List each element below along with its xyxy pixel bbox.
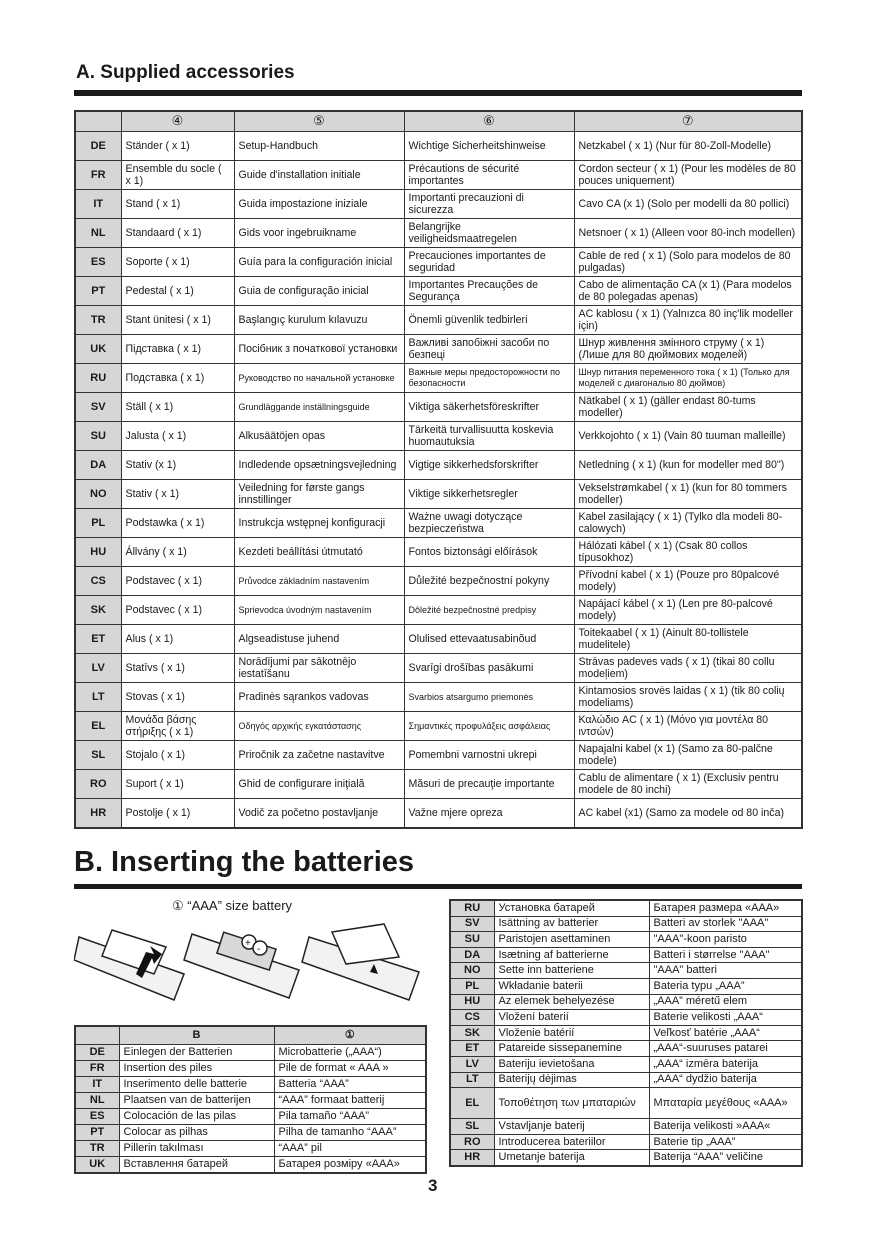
table-cell: Wichtige Sicherheitshinweise [404, 132, 574, 161]
language-code: PT [75, 277, 121, 306]
table-cell: Măsuri de precauţie importante [404, 770, 574, 799]
table-row [75, 1061, 426, 1077]
table-row [75, 567, 802, 596]
table-cell: Vodič za početno postavljanje [234, 799, 404, 829]
battery-callout: ① “AAA” size battery [172, 898, 293, 913]
table-cell: Napájací kábel ( x 1) (Len pre 80-palcové modely) [574, 596, 802, 625]
table-cell: Bateriju ievietošana [494, 1056, 649, 1072]
table-cell: "AAA"-koon paristo [649, 932, 802, 948]
table-row [450, 1088, 802, 1119]
language-code: ES [75, 1109, 119, 1125]
table-cell: Baterija “AAA” veličine [649, 1150, 802, 1166]
table-cell: Önemli güvenlik tedbirleri [404, 306, 574, 335]
table-row [75, 625, 802, 654]
language-code: LV [75, 654, 121, 683]
table-row [75, 393, 802, 422]
table-cell: Az elemek behelyezése [494, 994, 649, 1010]
language-code: CS [75, 567, 121, 596]
table-cell: Soporte ( x 1) [121, 248, 234, 277]
table-row [75, 364, 802, 393]
table-cell: Patareide sissepanemine [494, 1041, 649, 1057]
accessories-table [74, 110, 803, 829]
table-cell: Napajalni kabel (x 1) (Samo za 80-palčne modele) [574, 741, 802, 770]
header-corner-cell [75, 1026, 119, 1045]
language-code: RU [75, 364, 121, 393]
table-cell: Batteria “AAA” [274, 1077, 426, 1093]
table-cell: Καλώδιο AC ( x 1) (Μόνο για μοντέλα 80 ιντσών) [574, 712, 802, 741]
table-row [75, 248, 802, 277]
table-row [450, 1025, 802, 1041]
table-cell: Kintamosios srovės laidas ( x 1) (tik 80 colių modeliams) [574, 683, 802, 712]
table-cell: Kabel zasilający ( x 1) (Tylko dla modeli 80-calowych) [574, 509, 802, 538]
table-cell: Nätkabel ( x 1) (gäller endast 80-tums modeller) [574, 393, 802, 422]
table-cell: Важливі запобіжні засоби по безпеці [404, 335, 574, 364]
table-cell: Microbatterie („AAA“) [274, 1045, 426, 1061]
language-code: HR [450, 1150, 494, 1166]
table-cell: Руководство по начальной установке [234, 364, 404, 393]
table-cell: Batteri av storlek "AAA" [649, 916, 802, 932]
table-cell: Důležité bezpečnostní pokyny [404, 567, 574, 596]
table-cell: Verkkojohto ( x 1) (Vain 80 tuuman malleille) [574, 422, 802, 451]
table-row [75, 132, 802, 161]
battery-insertion-illustration [74, 912, 434, 1022]
table-cell: „AAA” méretű elem [649, 994, 802, 1010]
table-cell: Важные меры предосторожности по безопасности [404, 364, 574, 393]
column-header: ④ [121, 111, 234, 132]
table-cell: Cable de red ( x 1) (Solo para modelos de 80 pulgadas) [574, 248, 802, 277]
table-cell: Cabo de alimentação CA (x 1) (Para modelos de 80 polegadas apenas) [574, 277, 802, 306]
table-cell: Netledning ( x 1) (kun for modeller med 80") [574, 451, 802, 480]
table-cell: Veľkosť batérie „AAA“ [649, 1025, 802, 1041]
language-code: HU [75, 538, 121, 567]
section-a-rule [74, 90, 802, 96]
table-cell: Батарея розміру «AAA» [274, 1157, 426, 1174]
table-cell: Pile de format « AAA » [274, 1061, 426, 1077]
table-cell: Шнур живлення змінного струму ( x 1) (Лише для 80 дюймових моделей) [574, 335, 802, 364]
table-cell: Kezdeti beállítási útmutató [234, 538, 404, 567]
table-cell: Guía para la configuración inicial [234, 248, 404, 277]
table-cell: Isætning af batterierne [494, 947, 649, 963]
table-cell: Alus ( x 1) [121, 625, 234, 654]
table-cell: "AAA" batteri [649, 963, 802, 979]
table-cell: Cordon secteur ( x 1) (Pour les modèles de 80 pouces uniquement) [574, 161, 802, 190]
table-cell: Suport ( x 1) [121, 770, 234, 799]
table-row [75, 190, 802, 219]
language-code: DA [75, 451, 121, 480]
table-cell: Baterija velikosti »AAA« [649, 1119, 802, 1135]
table-cell: AC kabel (x1) (Samo za modele od 80 inča) [574, 799, 802, 829]
table-cell: Indledende opsætningsvejledning [234, 451, 404, 480]
table-cell: Baterie velikosti „AAA“ [649, 1010, 802, 1026]
table-cell: Cavo CA (x 1) (Solo per modelli da 80 pollici) [574, 190, 802, 219]
table-cell: Sette inn batteriene [494, 963, 649, 979]
table-cell: Priročnik za začetne nastavitve [234, 741, 404, 770]
table-row [75, 770, 802, 799]
table-row [450, 1010, 802, 1026]
column-header: ① [274, 1026, 426, 1045]
table-cell: Introducerea bateriilor [494, 1134, 649, 1150]
table-cell: Vigtige sikkerhedsforskrifter [404, 451, 574, 480]
table-cell: Pradinės sąrankos vadovas [234, 683, 404, 712]
table-cell: Přívodní kabel ( x 1) (Pouze pro 80palcové modely) [574, 567, 802, 596]
table-cell: Sprievodca úvodným nastavením [234, 596, 404, 625]
table-row [75, 1157, 426, 1174]
table-row [75, 1125, 426, 1141]
table-cell: Gids voor ingebruikname [234, 219, 404, 248]
table-cell: Ställ ( x 1) [121, 393, 234, 422]
language-code: NL [75, 1093, 119, 1109]
table-cell: Paristojen asettaminen [494, 932, 649, 948]
battery-table-right [449, 899, 803, 1167]
table-row [75, 1077, 426, 1093]
table-cell: Jalusta ( x 1) [121, 422, 234, 451]
table-row [450, 900, 802, 916]
table-row [75, 480, 802, 509]
table-cell: Ghid de configurare iniţială [234, 770, 404, 799]
table-row [75, 741, 802, 770]
table-cell: Grundläggande inställningsguide [234, 393, 404, 422]
table-row [75, 306, 802, 335]
table-cell: Stojalo ( x 1) [121, 741, 234, 770]
language-code: LT [75, 683, 121, 712]
remote-closed-cover-image [302, 924, 419, 1000]
table-cell: Pilha de tamanho “AAA” [274, 1125, 426, 1141]
language-code: DE [75, 1045, 119, 1061]
table-cell: Wkładanie baterii [494, 978, 649, 994]
language-code: HR [75, 799, 121, 829]
table-cell: Insertion des piles [119, 1061, 274, 1077]
table-cell: Stant ünitesi ( x 1) [121, 306, 234, 335]
table-cell: Svarīgi drošības pasākumi [404, 654, 574, 683]
table-cell: Guia de configuração inicial [234, 277, 404, 306]
language-code: SL [75, 741, 121, 770]
table-cell: Установка батарей [494, 900, 649, 916]
table-cell: „AAA“-suuruses patarei [649, 1041, 802, 1057]
language-code: RU [450, 900, 494, 916]
language-code: SU [450, 932, 494, 948]
table-cell: Τοποθέτηση των μπαταριών [494, 1088, 649, 1119]
table-cell: Шнур питания переменного тока ( x 1) (Только для моделей с диагональю 80 дюймов) [574, 364, 802, 393]
table-row [450, 947, 802, 963]
table-row [75, 538, 802, 567]
table-cell: Colocación de las pilas [119, 1109, 274, 1125]
table-row [450, 916, 802, 932]
table-row [450, 1056, 802, 1072]
language-code: LT [450, 1072, 494, 1088]
table-cell: „AAA“ izmēra baterija [649, 1056, 802, 1072]
language-code: NL [75, 219, 121, 248]
table-row [75, 799, 802, 829]
svg-text:-: - [257, 944, 261, 955]
table-cell: Inserimento delle batterie [119, 1077, 274, 1093]
language-code: SV [450, 916, 494, 932]
table-cell: Guide d'installation initiale [234, 161, 404, 190]
table-cell: Vloženie batérií [494, 1025, 649, 1041]
table-row [75, 683, 802, 712]
table-cell: Standaard ( x 1) [121, 219, 234, 248]
table-cell: Vstavljanje baterij [494, 1119, 649, 1135]
table-cell: Pedestal ( x 1) [121, 277, 234, 306]
table-cell: Viktige sikkerhetsregler [404, 480, 574, 509]
language-code: SK [75, 596, 121, 625]
table-header-row [75, 1026, 426, 1045]
table-cell: Veiledning for første gangs innstillinger [234, 480, 404, 509]
column-header: ⑤ [234, 111, 404, 132]
table-cell: Stovas ( x 1) [121, 683, 234, 712]
table-cell: Precauciones importantes de seguridad [404, 248, 574, 277]
table-cell: Podstawka ( x 1) [121, 509, 234, 538]
header-corner-cell [75, 111, 121, 132]
language-code: ET [450, 1041, 494, 1057]
section-b-title: B. Inserting the batteries [74, 846, 415, 878]
section-b-rule [74, 884, 802, 889]
table-cell: Baterie tip „AAA” [649, 1134, 802, 1150]
table-cell: Strāvas padeves vads ( x 1) (tikai 80 collu modeļiem) [574, 654, 802, 683]
language-code: SK [450, 1025, 494, 1041]
table-cell: Instrukcja wstępnej konfiguracji [234, 509, 404, 538]
table-row [75, 161, 802, 190]
table-cell: Pillerin takılması [119, 1141, 274, 1157]
table-cell: Başlangıç kurulum kılavuzu [234, 306, 404, 335]
table-cell: „AAA“ dydžio baterija [649, 1072, 802, 1088]
table-cell: Netsnoer ( x 1) (Alleen voor 80-inch modellen) [574, 219, 802, 248]
language-code: NO [75, 480, 121, 509]
language-code: IT [75, 1077, 119, 1093]
table-cell: Μονάδα βάσης στήριξης ( x 1) [121, 712, 234, 741]
table-row [75, 335, 802, 364]
language-code: RO [75, 770, 121, 799]
table-cell: Pomembni varnostni ukrepi [404, 741, 574, 770]
language-code: FR [75, 1061, 119, 1077]
table-cell: Подставка ( x 1) [121, 364, 234, 393]
table-cell: “AAA” formaat batterij [274, 1093, 426, 1109]
table-cell: Батарея размера «AAA» [649, 900, 802, 916]
table-row [75, 451, 802, 480]
page-number: 3 [428, 1176, 438, 1195]
table-cell: Olulised ettevaatusabinõud [404, 625, 574, 654]
language-code: NO [450, 963, 494, 979]
table-cell: Podstavec ( x 1) [121, 596, 234, 625]
table-cell: “AAA” pil [274, 1141, 426, 1157]
column-header: ⑥ [404, 111, 574, 132]
table-cell: Ständer ( x 1) [121, 132, 234, 161]
table-row [75, 712, 802, 741]
table-cell: Pila tamaño “AAA” [274, 1109, 426, 1125]
table-cell: Svarbios atsargumo priemonės [404, 683, 574, 712]
table-cell: Važne mjere opreza [404, 799, 574, 829]
table-cell: Netzkabel ( x 1) (Nur für 80-Zoll-Modelle) [574, 132, 802, 161]
table-cell: Підставка ( x 1) [121, 335, 234, 364]
language-code: TR [75, 1141, 119, 1157]
table-row [75, 596, 802, 625]
table-cell: Tärkeitä turvallisuutta koskevia huomautuksia [404, 422, 574, 451]
language-code: EL [450, 1088, 494, 1119]
table-row [75, 422, 802, 451]
table-cell: Állvány ( x 1) [121, 538, 234, 567]
table-row [450, 994, 802, 1010]
table-cell: Podstavec ( x 1) [121, 567, 234, 596]
table-cell: Importantes Precauções de Segurança [404, 277, 574, 306]
language-code: HU [450, 994, 494, 1010]
table-cell: Vložení baterií [494, 1010, 649, 1026]
table-row [450, 1041, 802, 1057]
table-header-row [75, 111, 802, 132]
table-row [450, 1150, 802, 1166]
language-code: ET [75, 625, 121, 654]
table-row [75, 1109, 426, 1125]
table-row [75, 509, 802, 538]
table-cell: Fontos biztonsági előírások [404, 538, 574, 567]
table-row [75, 277, 802, 306]
table-cell: Stativ (x 1) [121, 451, 234, 480]
table-cell: Viktiga säkerhetsföreskrifter [404, 393, 574, 422]
table-cell: AC kablosu ( x 1) (Yalnızca 80 inç'lik modeller için) [574, 306, 802, 335]
remote-battery-image [184, 932, 299, 998]
remote-open-cover-image [74, 930, 184, 1000]
table-cell: Guida impostazione iniziale [234, 190, 404, 219]
language-code: TR [75, 306, 121, 335]
table-cell: Importanti precauzioni di sicurezza [404, 190, 574, 219]
language-code: PT [75, 1125, 119, 1141]
table-row [75, 1141, 426, 1157]
table-cell: Σημαντικές προφυλάξεις ασφάλειας [404, 712, 574, 741]
language-code: UK [75, 1157, 119, 1174]
table-cell: Toitekaabel ( x 1) (Ainult 80-tollistele mudelitele) [574, 625, 802, 654]
table-row [75, 219, 802, 248]
language-code: FR [75, 161, 121, 190]
language-code: PL [450, 978, 494, 994]
language-code: EL [75, 712, 121, 741]
table-cell: Umetanje baterija [494, 1150, 649, 1166]
table-cell: Οδηγός αρχικής εγκατάστασης [234, 712, 404, 741]
table-cell: Вставлення батарей [119, 1157, 274, 1174]
table-cell: Baterijų dėjimas [494, 1072, 649, 1088]
table-cell: Cablu de alimentare ( x 1) (Exclusiv pentru modele de 80 inchi) [574, 770, 802, 799]
section-a-title: A. Supplied accessories [76, 62, 295, 83]
table-row [75, 654, 802, 683]
battery-table-left [74, 1025, 427, 1174]
language-code: SL [450, 1119, 494, 1135]
table-row [450, 1072, 802, 1088]
table-row [450, 1134, 802, 1150]
table-cell: Plaatsen van de batterijen [119, 1093, 274, 1109]
language-code: UK [75, 335, 121, 364]
table-row [75, 1045, 426, 1061]
table-cell: Bateria typu „AAA” [649, 978, 802, 994]
table-cell: Einlegen der Batterien [119, 1045, 274, 1061]
table-row [450, 1119, 802, 1135]
table-cell: Посібник з початкової установки [234, 335, 404, 364]
column-header: B [119, 1026, 274, 1045]
table-row [75, 1093, 426, 1109]
language-code: RO [450, 1134, 494, 1150]
table-cell: Dôležité bezpečnostné predpisy [404, 596, 574, 625]
language-code: SV [75, 393, 121, 422]
language-code: IT [75, 190, 121, 219]
language-code: CS [450, 1010, 494, 1026]
column-header: ⑦ [574, 111, 802, 132]
language-code: LV [450, 1056, 494, 1072]
table-cell: Ensemble du socle ( x 1) [121, 161, 234, 190]
table-cell: Hálózati kábel ( x 1) (Csak 80 collos típusokhoz) [574, 538, 802, 567]
table-row [450, 932, 802, 948]
table-cell: Précautions de sécurité importantes [404, 161, 574, 190]
table-cell: Colocar as pilhas [119, 1125, 274, 1141]
table-cell: Vekselstrømkabel ( x 1) (kun for 80 tommers modeller) [574, 480, 802, 509]
table-cell: Μπαταρία μεγέθους «AAA» [649, 1088, 802, 1119]
table-row [450, 978, 802, 994]
language-code: SU [75, 422, 121, 451]
table-cell: Statīvs ( x 1) [121, 654, 234, 683]
language-code: DE [75, 132, 121, 161]
table-cell: Algseadistuse juhend [234, 625, 404, 654]
table-cell: Belangrijke veiligheidsmaatregelen [404, 219, 574, 248]
language-code: DA [450, 947, 494, 963]
table-cell: Norādījumi par sākotnējo iestatīšanu [234, 654, 404, 683]
table-cell: Alkusäätöjen opas [234, 422, 404, 451]
table-cell: Průvodce základním nastavením [234, 567, 404, 596]
table-cell: Stativ ( x 1) [121, 480, 234, 509]
language-code: ES [75, 248, 121, 277]
table-cell: Isättning av batterier [494, 916, 649, 932]
table-cell: Postolje ( x 1) [121, 799, 234, 829]
language-code: PL [75, 509, 121, 538]
table-cell: Ważne uwagi dotyczące bezpieczeństwa [404, 509, 574, 538]
table-row [450, 963, 802, 979]
table-cell: Stand ( x 1) [121, 190, 234, 219]
table-cell: Setup-Handbuch [234, 132, 404, 161]
svg-text:+: + [245, 938, 251, 949]
table-cell: Batteri i størrelse "AAA" [649, 947, 802, 963]
